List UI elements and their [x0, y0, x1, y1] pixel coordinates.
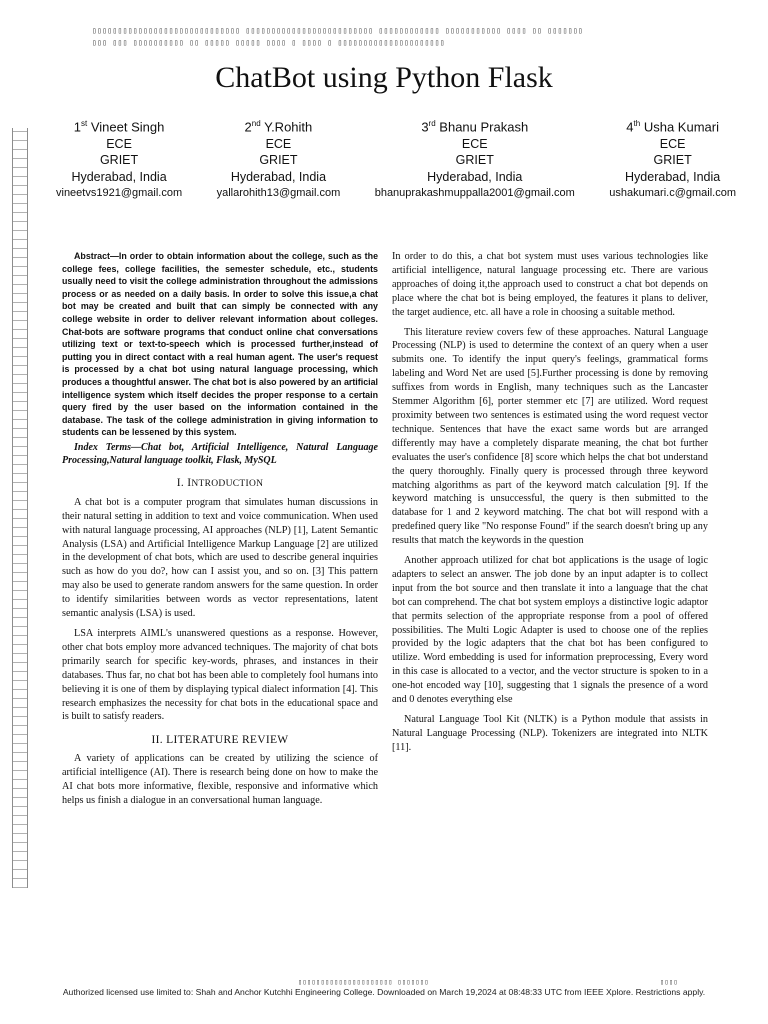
author-org: GRIET: [455, 153, 494, 168]
author-dept: ECE: [659, 136, 686, 151]
author-city: Hyderabad, India: [71, 169, 167, 184]
paragraph: A chat bot is a computer program that simulates human discussions in their natural setting in addition to text and voice communication. When used with natural language processing, AI approaches (NLP) [1], Latent Semantic Analysis (LSA) and Artificial Intelligence Markup Language [2] are utilized in the development of chat bots, which are used to describe general inquiries such as how do you do?, how can I assist you, and so on. [3] This pattern may also be used to generate random answers for the same question. In order to identify similarities between words as vector representations, latent semantic analysis (LSA) is used.: [62, 496, 378, 620]
author-ordinal: 1: [73, 119, 81, 135]
paragraph: This literature review covers few of these approaches. Natural Language Processing (NLP) is used to determine the context of an query when a user submits one. To identify the input query's feelings, grammatical forms labeling and Word Net are used [5].Further processing is done by removing suffixes from words in English, many techniques such as the Lancaster Stemmer Algorithm [6], porter stemmer etc [7] are utilized. Word request proximity between two sentences is estimated using the word request vector technique. Sentences that have the exact same words but are arranged differently may have a completely disparate meaning, the chat bot further evaluates the user's confidence [8] score which helps the chat bot understand the query thoroughly. Finally query is processed through three keyword matching algorithms as part of the keyword match calculation [9]. If the keyword matching is unsuccessful, the query is then submitted to the database for 1 and 2 keyword matching. The chat bot will respond with a predefined query like "No response Found" if the search doesn't bring up any results that match the keywords in the question: [392, 326, 708, 547]
author-ordinal: 3: [421, 119, 429, 135]
author-name: Bhanu Prakash: [439, 119, 529, 135]
paragraph: A variety of applications can be created by utilizing the science of artificial intelligence (AI). There is research being done on how to make the AI chat bots more informative, flexible, responsive and informative which helps us finish a dialogue in an conversational human language.: [62, 753, 378, 806]
section-heading-literature-review: II. LITERATURE REVIEW: [151, 734, 289, 747]
paragraph: Another approach utilized for chat bot applications is the usage of logic adapters to select an answer. The job done by an input adapter is to collect input from the bot source and then translate it into a language that the chat bot can comprehend. The chat bot system employs a distinctive logic adaptor that permits selection of the appropriate response from a pool of offered possibilities. The Multi Logic Adapter is used to choose one of the replies provided by the logic adapters that the chat bot has been configured to utilize. Word embedding is used for information preprocessing, Every word in this case is allocated to a vector, and the vector structure is spoken to in a one-hot encoded way [10], suggesting that 1 signals the presence of a word and 0 denotes everything else: [392, 555, 708, 706]
author-name: Y.Rohith: [264, 119, 313, 135]
author-card: [375, 116, 575, 202]
author-card: [609, 116, 736, 202]
author-org: GRIET: [259, 153, 298, 168]
author-ordinal: 2: [244, 119, 252, 135]
conference-header-line: ▯▯▯ ▯▯▯ ▯▯▯▯▯▯▯▯▯▯ ▯▯ ▯▯▯▯▯ ▯▯▯▯▯ ▯▯▯▯ ▯ ▯▯▯▯ ▯ ▯▯▯▯▯▯▯▯▯▯▯▯▯▯▯▯▯▯▯▯▯: [92, 38, 446, 47]
paragraph: LSA interprets AIML's unanswered questions as a response. However, other chat bots employ more advanced techniques. The majority of chat bots primarily search for specific key-words, phrases, and instances in their databases. Thus far, no chat bot has been able to completely fool humans into believing it is one of them by displaying typical dialect information [4]. This research emphasizes the necessity for chat bots in the educational space and is built to satisfy readers.: [62, 627, 378, 723]
section-title-initial: I: [187, 476, 192, 489]
right-column: [392, 250, 708, 761]
author-dept: ECE: [461, 136, 488, 151]
author-ordinal-suffix: nd: [251, 119, 261, 128]
paper-title: ChatBot using Python Flask: [215, 61, 553, 94]
paragraph: In order to do this, a chat bot system must uses various technologies like artificial intelligence, natural language processing etc. There are various approaches of doing it,the approach used to construct a chat bot depends on place where the chat bot is being employed, the features it plans to deliver, the target audience, etc. all have a role in choosing a suitable method.: [392, 251, 708, 318]
author-ordinal-suffix: st: [81, 119, 88, 128]
author-dept: ECE: [265, 136, 292, 151]
author-city: Hyderabad, India: [230, 169, 327, 184]
footer-page-number: ▯▯▯▯: [660, 978, 679, 986]
footer-copyright-line: ▯▯▯▯▯▯▯▯▯▯▯▯▯▯▯▯▯▯▯▯▯ ▯▯▯▯▯▯▯: [298, 978, 429, 986]
conference-header-line: ▯▯▯▯▯▯▯▯▯▯▯▯▯▯▯▯▯▯▯▯▯▯▯▯▯▯▯▯▯ ▯▯▯▯▯▯▯▯▯▯▯▯▯▯▯▯▯▯▯▯▯▯▯▯▯ ▯▯▯▯▯▯▯▯▯▯▯▯ ▯▯▯▯▯▯▯▯▯▯▯ ▯▯▯▯ ▯▯ ▯▯▯▯▯▯▯: [92, 26, 584, 35]
author-ordinal: 4: [626, 119, 634, 135]
author-block: [56, 116, 736, 202]
author-ordinal-suffix: rd: [428, 119, 436, 128]
section-title-rest: NTRODUCTION: [191, 478, 264, 489]
author-email[interactable]: yallarohith13@gmail.com: [216, 187, 341, 200]
author-email[interactable]: bhanuprakashmuppalla2001@gmail.com: [374, 187, 575, 200]
author-card: [217, 116, 341, 202]
license-notice: Authorized licensed use limited to: Shah and Anchor Kutchhi Engineering College. Downloaded on March 19,2024 at 08:48:33 UTC from IEEE Xplore. Restrictions apply.: [62, 987, 706, 997]
author-email[interactable]: vineetvs1921@gmail.com: [56, 187, 183, 200]
side-identifier-strip: [12, 128, 28, 888]
left-column: [62, 250, 378, 814]
author-card: [56, 116, 182, 202]
section-number: I.: [176, 476, 185, 489]
abstract: Abstract—In order to obtain information about the college, such as the college fees, college facilities, the semester schedule, etc., students usually need to visit the college administration throughout the admissions process or as needed on a daily basis. In order to solve this issue,a chat bot may be created and built that can simply be connected with any college website in order to deliver relevant information about colleges. Chat-bots are software programs that conduct online chat conversations utilizing text or text-to-speech which is processed further,instead of putting you in direct contact with a real human agent. The user's request is processed by a chat bot using natural language processing, which produces a thoughtful answer. The chat bot is also powered by an artificial intelligence system which itself decides the proper response to a certain query fired by the user based on the information contained in the database. The task of the college administration in giving information to students can be lessened by this system.: [62, 251, 378, 438]
index-terms: Index Terms—Chat bot, Artificial Intelligence, Natural Language Processing,Natural language toolkit, Flask, MySQL: [62, 441, 378, 466]
author-name: Usha Kumari: [643, 119, 719, 135]
author-org: GRIET: [99, 153, 139, 168]
section-heading-introduction: [62, 477, 378, 492]
author-org: GRIET: [653, 153, 692, 168]
author-city: Hyderabad, India: [427, 169, 523, 184]
author-email[interactable]: ushakumari.c@gmail.com: [609, 187, 736, 200]
paragraph: Natural Language Tool Kit (NLTK) is a Python module that assists in Natural Language Processing (NLP). Tokenizers are integrated into NLTK [11].: [392, 714, 708, 753]
author-city: Hyderabad, India: [625, 169, 721, 184]
author-dept: ECE: [106, 136, 132, 151]
author-ordinal-suffix: th: [633, 119, 641, 128]
author-name: Vineet Singh: [90, 119, 165, 135]
